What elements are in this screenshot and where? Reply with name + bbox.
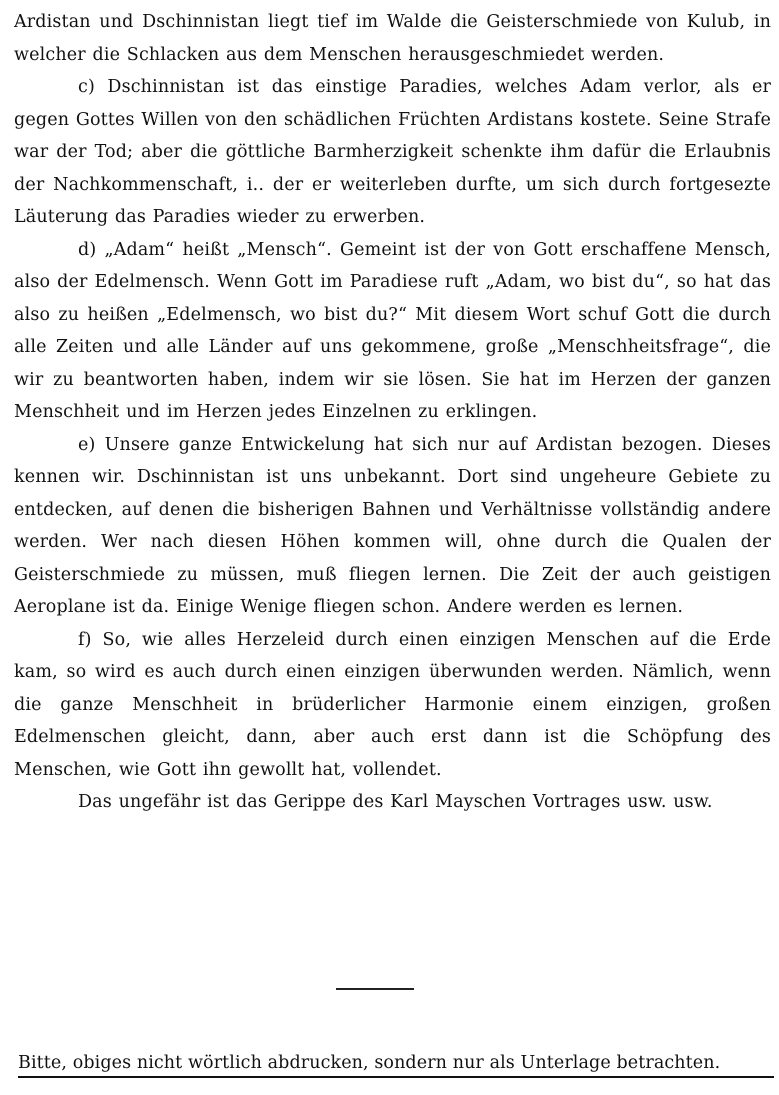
paragraph-e: e) Unsere ganze Entwickelung hat sich nur auf Ardistan bezogen. Dieses kennen wir. Dschinnistan ist uns unbekannt. Dort sind ungeheure Gebiete zu entdecken, auf denen die bisherigen Bahnen und Verhältnisse vollständig andere werden. Wer nach diesen Höhen kommen will, ohne durch die Qualen der Geisterschmiede zu müssen, muß fliegen lernen. Die Zeit der auch geistigen Aeroplane ist da. Einige Wenige fliegen schon. Andere werden es lernen. <box>14 434 771 617</box>
paragraph-c: c) Dschinnistan ist das einstige Paradies, welches Adam verlor, als er gegen Gottes Willen von den schädlichen Früchten Ardistans kostete. Seine Strafe war der Tod; aber die göttliche Barmherzigkeit schenkte ihm dafür die Erlaubnis der Nachkommenschaft, i.. der er weiterleben durfte, um sich durch fortgesezte Läuterung das Paradies wieder zu erwerben. <box>14 77 771 227</box>
paragraph-closing: Das ungefähr ist das Gerippe des Karl Mayschen Vortrages usw. usw. <box>78 792 713 812</box>
document-page <box>14 6 771 819</box>
section-divider <box>336 988 414 990</box>
paragraph-f: f) So, wie alles Herzeleid durch einen einzigen Menschen auf die Erde kam, so wird es auch durch einen einzigen überwunden werden. Nämlich, wenn die ganze Menschheit in brüderlicher Harmonie einem einzigen, großen Edelmenschen gleicht, dann, aber auch erst dann ist die Schöpfung des Menschen, wie Gott ihn gewollt hat, vollendet. <box>14 629 771 780</box>
footer-note: Bitte, obiges nicht wörtlich abdrucken, sondern nur als Unterlage betrachten. <box>18 1051 774 1078</box>
paragraph-d: d) „Adam“ heißt „Mensch“. Gemeint ist der von Gott erschaffene Mensch, also der Edelmensch. Wenn Gott im Paradiese ruft „Adam, wo bist du“, so hat das also zu heißen „Edelmensch, wo bist du?“ Mit diesem Wort schuf Gott die durch alle Zeiten und alle Länder auf uns gekommene, große „Menschheitsfrage“, die wir zu beantworten haben, indem wir sie lösen. Sie hat im Herzen der ganzen Menschheit und im Herzen jedes Einzelnen zu erklingen. <box>14 239 771 422</box>
paragraph-continuation: Ardistan und Dschinnistan liegt tief im Walde die Geisterschmiede von Kulub, in welcher die Schlacken aus dem Menschen herausgeschmiedet werden. <box>14 12 771 65</box>
